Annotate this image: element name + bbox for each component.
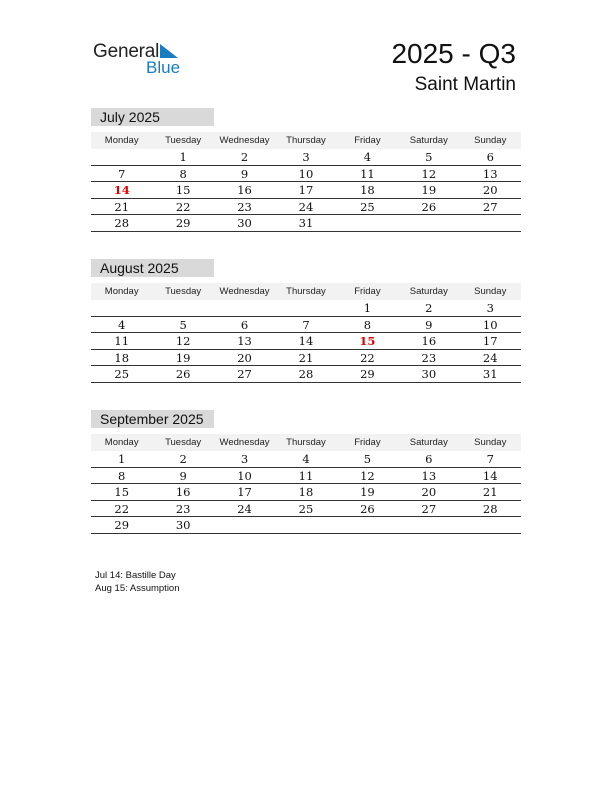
- holiday-note: Jul 14: Bastille Day: [95, 570, 176, 581]
- weekday-label: Wednesday: [219, 437, 270, 448]
- day-cell: 2: [425, 301, 433, 315]
- day-cell: 23: [421, 350, 437, 365]
- day-cell: 28: [298, 367, 314, 381]
- weekday-label: Sunday: [474, 286, 507, 297]
- day-cell: 12: [421, 166, 437, 181]
- week-row: [91, 517, 521, 534]
- day-cell: [398, 517, 459, 533]
- day-cell: 10: [237, 468, 252, 483]
- day-cell: 2: [179, 452, 187, 466]
- week-row: [91, 501, 521, 518]
- week-row: [91, 350, 521, 367]
- day-cell: 15: [114, 485, 130, 499]
- weekday-label: Thursday: [286, 437, 326, 448]
- day-cell: 12: [175, 334, 191, 348]
- holiday-note: Aug 15: Assumption: [95, 583, 180, 594]
- week-row: [91, 182, 521, 199]
- day-cell: 16: [421, 334, 437, 348]
- day-cell: 14: [298, 334, 314, 348]
- day-cell: 28: [482, 501, 498, 516]
- weekday-header: [91, 132, 521, 149]
- day-cell: [91, 300, 152, 316]
- weekday-label: Tuesday: [165, 135, 202, 146]
- week-row: [91, 468, 521, 485]
- day-cell: 3: [240, 452, 249, 466]
- day-cell: 27: [237, 367, 252, 381]
- month-name: July 2025: [91, 108, 214, 126]
- day-cell: 24: [482, 350, 498, 365]
- day-cell: 21: [114, 199, 130, 214]
- week-row: [91, 366, 521, 383]
- day-cell: 24: [237, 501, 252, 516]
- day-cell: 19: [175, 350, 191, 365]
- logo-blue-text: Blue: [146, 58, 181, 77]
- day-cell: 1: [179, 150, 187, 164]
- day-cell: 20: [421, 485, 437, 499]
- weekday-label: Saturday: [409, 135, 448, 146]
- day-cell: 4: [118, 317, 126, 332]
- weekday-label: Tuesday: [165, 286, 202, 297]
- week-row: [91, 199, 521, 216]
- day-cell: 29: [175, 216, 191, 230]
- day-cell: 13: [482, 166, 498, 181]
- day-cell: [152, 300, 213, 316]
- day-cell: 23: [237, 199, 252, 214]
- day-cell: 6: [486, 150, 494, 164]
- day-cell: 25: [360, 199, 375, 214]
- day-cell: 10: [482, 317, 498, 332]
- day-cell: 13: [421, 468, 437, 483]
- week-row: [91, 333, 521, 350]
- holiday-notes: [95, 569, 180, 595]
- month-calendar: [91, 259, 521, 383]
- day-cell: 20: [482, 183, 498, 197]
- day-cell: 3: [302, 150, 310, 164]
- day-cell: 22: [114, 501, 130, 516]
- weekday-label: Sunday: [474, 437, 507, 448]
- weekday-label: Friday: [354, 437, 381, 448]
- week-row: [91, 451, 521, 468]
- week-row: [91, 317, 521, 334]
- day-cell: 14: [113, 183, 130, 197]
- weekday-label: Monday: [104, 437, 139, 448]
- week-row: [91, 166, 521, 183]
- day-cell: 28: [114, 216, 130, 230]
- day-cell: 6: [425, 452, 433, 466]
- day-cell: 31: [298, 216, 314, 230]
- day-cell: 8: [118, 468, 126, 483]
- day-cell: 9: [425, 317, 433, 332]
- day-cell: 21: [482, 485, 498, 499]
- day-cell: 15: [359, 334, 376, 348]
- day-cell: 8: [363, 317, 372, 332]
- page-subtitle: Saint Martin: [414, 74, 516, 95]
- day-cell: 14: [482, 468, 498, 483]
- day-cell: 11: [298, 468, 314, 483]
- day-cell: 25: [298, 501, 314, 516]
- day-cell: [214, 300, 275, 316]
- weekday-label: Saturday: [409, 437, 448, 448]
- day-cell: 7: [486, 452, 494, 466]
- month-name: August 2025: [91, 259, 214, 277]
- day-cell: [398, 215, 459, 231]
- weekday-label: Friday: [354, 135, 381, 146]
- page-title: 2025 - Q3: [391, 38, 516, 69]
- month-calendar: [91, 410, 521, 534]
- day-cell: [91, 149, 152, 165]
- day-cell: 22: [360, 350, 375, 365]
- weekday-label: Tuesday: [165, 437, 202, 448]
- week-row: [91, 149, 521, 166]
- week-row: [91, 215, 521, 232]
- weekday-label: Wednesday: [219, 286, 270, 297]
- logo: [93, 41, 193, 81]
- day-cell: 13: [237, 334, 252, 348]
- day-cell: 10: [298, 166, 314, 181]
- day-cell: 8: [179, 166, 187, 181]
- day-cell: 29: [114, 518, 130, 532]
- weekday-label: Sunday: [474, 135, 507, 146]
- day-cell: 15: [175, 183, 191, 197]
- weekday-label: Thursday: [286, 286, 326, 297]
- day-cell: 4: [302, 452, 310, 466]
- day-cell: 5: [425, 150, 433, 164]
- weekday-label: Saturday: [409, 286, 448, 297]
- day-cell: 25: [114, 367, 130, 381]
- logo-general-text: General: [93, 41, 160, 62]
- day-cell: 24: [298, 199, 314, 214]
- day-cell: 31: [482, 367, 498, 381]
- day-cell: 9: [179, 468, 187, 483]
- day-cell: 26: [175, 367, 191, 381]
- day-cell: 16: [175, 485, 191, 499]
- day-cell: 23: [175, 501, 191, 516]
- day-cell: 16: [237, 183, 252, 197]
- day-cell: 11: [114, 334, 130, 348]
- day-cell: [275, 517, 336, 533]
- day-cell: 7: [302, 317, 310, 332]
- day-cell: [337, 215, 398, 231]
- day-cell: 6: [240, 317, 249, 332]
- day-cell: 18: [114, 350, 130, 365]
- month-calendar: [91, 108, 521, 232]
- day-cell: 3: [486, 301, 494, 315]
- day-cell: 22: [175, 199, 191, 214]
- day-cell: 7: [118, 166, 126, 181]
- day-cell: 4: [363, 150, 372, 164]
- day-cell: 17: [298, 183, 314, 197]
- week-row: [91, 484, 521, 501]
- day-cell: 11: [360, 166, 375, 181]
- day-cell: 18: [360, 183, 375, 197]
- day-cell: 5: [363, 452, 372, 466]
- day-cell: 17: [237, 485, 252, 499]
- day-cell: 27: [482, 199, 498, 214]
- day-cell: 30: [421, 367, 437, 381]
- day-cell: [275, 300, 336, 316]
- weekday-header: [91, 283, 521, 300]
- day-cell: 2: [240, 150, 249, 164]
- day-cell: 12: [360, 468, 375, 483]
- day-cell: 29: [360, 367, 375, 381]
- day-cell: 20: [237, 350, 252, 365]
- day-cell: 9: [240, 166, 249, 181]
- day-cell: 21: [298, 350, 314, 365]
- day-cell: [460, 517, 521, 533]
- day-cell: 1: [118, 452, 126, 466]
- weekday-label: Monday: [104, 135, 139, 146]
- day-cell: 30: [175, 518, 191, 532]
- weekday-header: [91, 434, 521, 451]
- day-cell: 19: [421, 183, 437, 197]
- weekday-label: Wednesday: [219, 135, 270, 146]
- day-cell: 19: [360, 485, 375, 499]
- day-cell: [460, 215, 521, 231]
- day-cell: [337, 517, 398, 533]
- day-cell: [214, 517, 275, 533]
- day-cell: 18: [298, 485, 314, 499]
- day-cell: 1: [363, 301, 372, 315]
- day-cell: 5: [179, 317, 187, 332]
- weekday-label: Thursday: [286, 135, 326, 146]
- weekday-label: Monday: [104, 286, 139, 297]
- day-cell: 26: [421, 199, 437, 214]
- weekday-label: Friday: [354, 286, 381, 297]
- month-name: September 2025: [91, 410, 214, 428]
- day-cell: 26: [360, 501, 375, 516]
- week-row: [91, 300, 521, 317]
- day-cell: 30: [237, 216, 252, 230]
- day-cell: 17: [482, 334, 498, 348]
- day-cell: 27: [421, 501, 437, 516]
